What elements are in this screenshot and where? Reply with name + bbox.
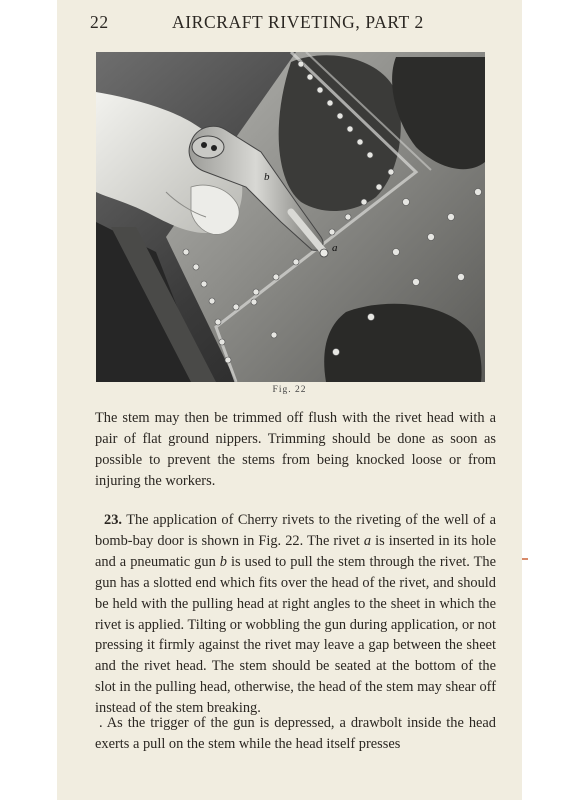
stray-mark: .: [99, 715, 103, 731]
paragraph-trigger: [95, 713, 496, 755]
rivet-label-a: a: [332, 242, 338, 254]
figure-caption: Fig. 22: [272, 385, 307, 395]
margin-mark: [522, 558, 528, 560]
paragraph-number: 23.: [104, 512, 122, 528]
paragraph-trigger-text: As the trigger of the gun is depressed, a drawbolt inside the head exerts a pull on the stem while the head itself presses: [95, 715, 496, 752]
paragraph-23-part-3: is used to pull the stem through the rivet. The gun has a slotted end which fits over the head of the rivet, and should be held with the pulling head at right angles to the sheet in which the rivet is applied. Tilting or wobbling the gun during application, or not pressing it firmly against the rivet may leave a gap between the sheet and the rivet head. The stem should be seated at the bottom of the slot in the pulling head, otherwise, the head of the stem may shear off instead of the stem breaking.: [95, 553, 496, 717]
paragraph-trimming: The stem may then be trimmed off flush with the rivet head with a pair of flat ground nippers. Trimming should be done as soon as possible to prevent the stems from being knocked loose or from injuring the workers.: [95, 410, 496, 489]
rivet-letter-a: a: [363, 532, 372, 549]
paragraph-23-part-2: is inserted in its hole and a pneumatic gun: [95, 532, 496, 570]
paragraph-23-part-1: The application of Cherry rivets to the riveting of the well of a bomb-bay door is shown in Fig. 22. The rivet: [95, 512, 496, 549]
page-number: 22: [90, 12, 109, 32]
book-page: [57, 0, 522, 800]
paragraph-23: [95, 510, 496, 719]
gun-label-b: b: [264, 171, 270, 183]
running-title: AIRCRAFT RIVETING, PART 2: [172, 12, 424, 32]
gun-letter-b: b: [219, 553, 227, 570]
riveting-photo-illustration: [96, 52, 485, 382]
running-head: [90, 12, 489, 38]
figure-photograph: [96, 52, 485, 382]
